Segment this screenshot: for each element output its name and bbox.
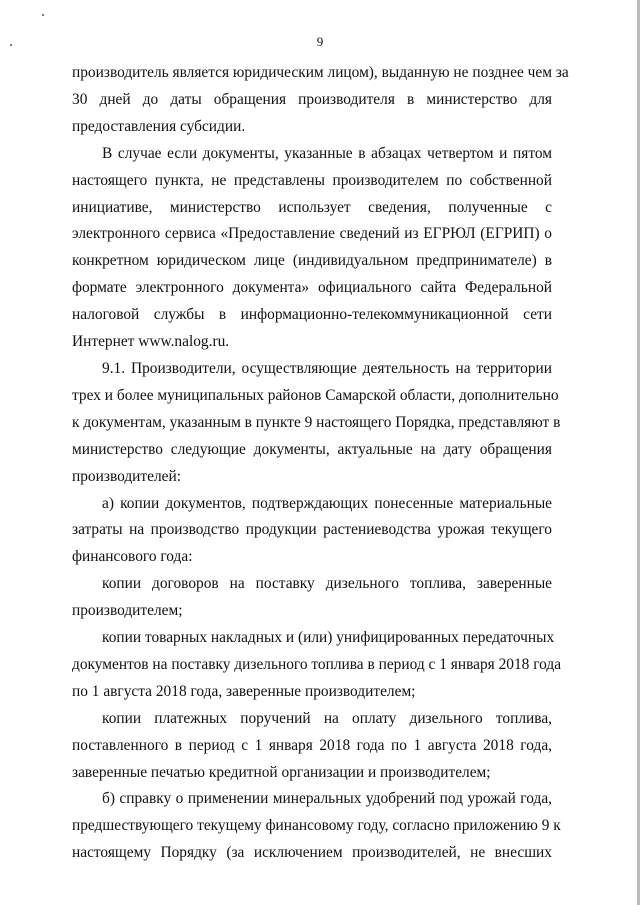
paragraph-continuation (72, 60, 569, 141)
text-line: копии договоров на поставку дизельного топлива, заверенные (102, 575, 552, 593)
text-line: конкретном юридическом лице (индивидуальном предпринимателе) в (72, 252, 552, 270)
text-line: финансового года: (72, 548, 193, 566)
text-line: предшествующего текущему финансовому году, согласно приложению 9 к (72, 817, 561, 835)
paragraph-egrul (72, 141, 552, 356)
text-line: к документам, указанным в пункте 9 настоящего Порядка, представляют в (72, 413, 561, 431)
text-line: документов на поставку дизельного топлива в период с 1 января 2018 года (72, 655, 562, 673)
paragraph-9-1 (72, 356, 561, 491)
document-body (72, 60, 569, 867)
text-line: заверенные печатью кредитной организации и производителем; (72, 763, 491, 781)
text-line: В случае если документы, указанные в абзацах четвертом и пятом (102, 144, 552, 162)
text-line: по 1 августа 2018 года, заверенные производителем; (72, 682, 416, 700)
paragraph-item-b (72, 786, 561, 867)
text-line: поставленного в период с 1 января 2018 года по 1 августа 2018 года, (72, 736, 552, 754)
paragraph-contracts (72, 571, 552, 625)
text-line: копии платежных поручений на оплату дизельного топлива, (102, 709, 552, 727)
text-line: предоставления субсидии. (72, 117, 246, 135)
paragraph-item-a (72, 491, 552, 572)
text-line: трех и более муниципальных районов Самарской области, дополнительно (72, 386, 559, 404)
page-number: 9 (316, 34, 324, 49)
text-line: формате электронного документа» официального сайта Федеральной (72, 279, 552, 297)
text-line: производителей: (72, 467, 182, 485)
text-line: настоящему Порядку (за исключением производителей, не внесших (72, 844, 552, 862)
text-line: затраты на производство продукции растениеводства урожая текущего (72, 521, 552, 539)
paragraph-payments (72, 706, 552, 787)
text-line: министерство следующие документы, актуальные на дату обращения (72, 440, 552, 458)
paragraph-invoices (72, 625, 562, 706)
text-line: а) копии документов, подтверждающих понесенные материальные (102, 494, 552, 512)
text-line: электронного сервиса «Предоставление сведений из ЕГРЮЛ (ЕГРИП) о (72, 225, 552, 243)
text-line: настоящего пункта, не представлены производителем по собственной (72, 171, 552, 189)
text-line: 9.1. Производители, осуществляющие деятельность на территории (102, 359, 552, 377)
text-line: инициативе, министерство использует сведения, полученные с (72, 198, 552, 216)
text-line: б) справку о применении минеральных удобрений под урожай года, (102, 790, 552, 808)
text-line: 30 дней до даты обращения производителя в министерство для (72, 90, 552, 108)
text-line: производителем; (72, 602, 183, 620)
text-line: налоговой службы в информационно-телекоммуникационной сети (72, 306, 552, 324)
text-line: Интернет www.nalog.ru. (72, 333, 230, 351)
scan-speck (42, 14, 44, 16)
scan-speck (10, 44, 12, 46)
text-line: копии товарных накладных и (или) унифицированных передаточных (102, 629, 555, 647)
text-line: производитель является юридическим лицом), выданную не позднее чем за (72, 64, 569, 81)
